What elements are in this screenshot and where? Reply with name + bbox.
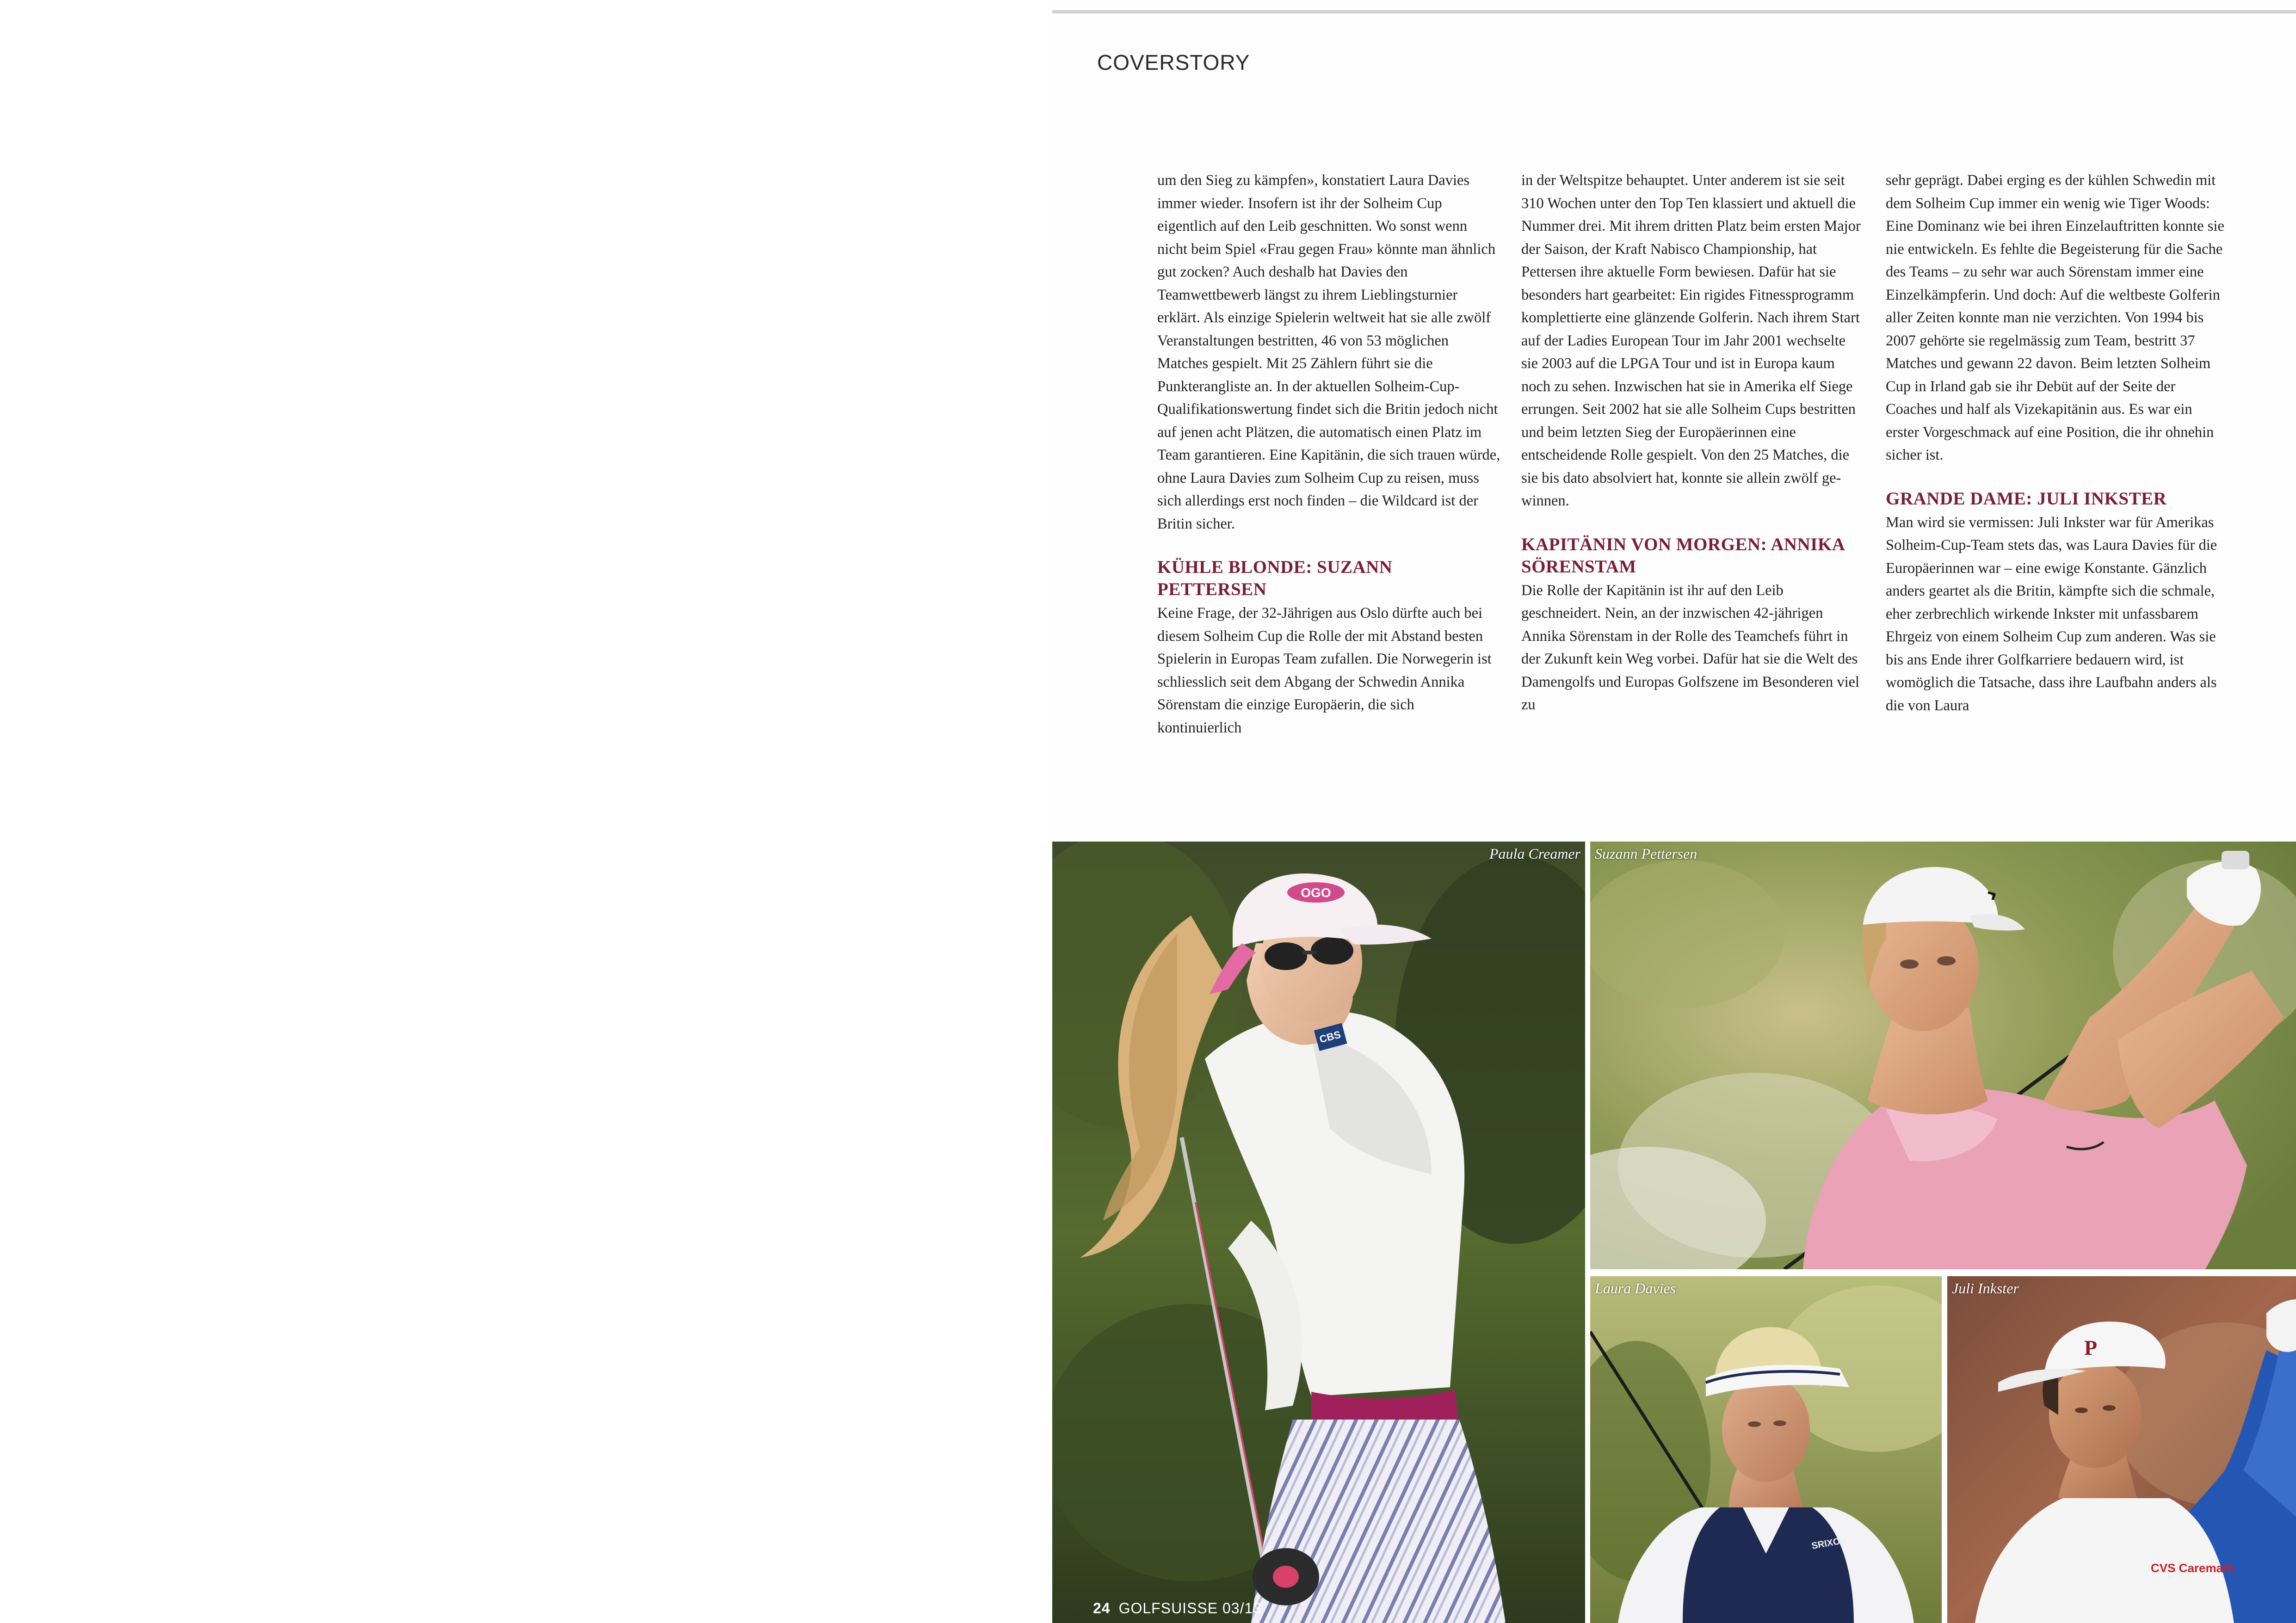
paula-creamer-image <box>1052 842 1585 1623</box>
paragraph: in der Weltspitze behauptet. Unter anderem ist sie seit 310 Wochen unter den Top Ten klassiert und aktuell die Nummer drei. Mit ihrem dritten Platz beim ersten Major der Saison, der Kraft Nabisco Championship, hat Pettersen ihre aktuelle Form bewiesen. Dafür hat sie besonders hart gearbeitet: Ein rigides Fitnessprogramm komplettierte eine glänzende Golferin. Nach ihrem Start auf der Ladies European Tour im Jahr 2001 wechselte sie 2003 auf die LPGA Tour und ist in Europa kaum noch zu sehen. Inzwischen hat sie in Amerika elf Siege errungen. Seit 2002 hat sie alle Solheim Cups bestritten und beim letzten Sieg der Europäerinnen eine entscheidende Rolle gespielt. Von den 25 Matches, die sie bis dato absolviert hat, konnte sie allein zwölf gewinnen. <box>1521 172 1861 509</box>
photo-paula-creamer <box>1052 842 1585 1623</box>
caption-paula-creamer: Paula Creamer <box>1489 845 1580 862</box>
caption-laura-davies: Laura Davies <box>1595 1280 1676 1297</box>
vest-logo: SRIXON <box>1811 1535 1848 1551</box>
section-title: COVERSTORY <box>1097 50 1250 74</box>
top-rule <box>1052 10 2296 13</box>
photo-suzann-pettersen <box>1590 842 2296 1269</box>
photo-juli-inkster <box>1947 1276 2296 1623</box>
magazine-page <box>1052 0 2296 1623</box>
laura-davies-image <box>1590 1276 1942 1623</box>
paragraph: Die Rolle der Kapitänin ist ihr auf den Leib geschneidert. Nein, an der inzwischen 42-jährigen Annika Sörenstam in der Rolle des Teamchefs führt in der Zukunft kein Weg vorbei. Dafür hat sie die Welt des Damengolfs und Europas Golfszene im Besonderen viel zu <box>1521 582 1860 713</box>
paragraph: Man wird sie vermissen: Juli Inkster war für Amerikas Solheim-Cup-Team stets das, was Laura Davies für die Europäerinnen war – eine ewige Konstante. Gänzlich anders geartet als die Britin, kämpfte sich die schmale, eher zerbrechlich wirkende Inkster mit unfassbarem Ehrgeiz von einem Solheim Cup zum anderen. Was sie bis ans Ende ihrer Golfkarriere bedauern wird, ist womöglich die Tatsache, dass ihre Laufbahn anders als die von Laura <box>1886 514 2217 714</box>
suzann-pettersen-image <box>1590 842 2296 1269</box>
caption-suzann-pettersen: Suzann Pettersen <box>1595 845 1697 862</box>
subheading: GRANDE DAME: JULI INKSTER <box>1886 488 2167 509</box>
cap-logo: OGO <box>1301 885 1331 900</box>
paragraph: sehr geprägt. Dabei erging es der kühlen Schwedin mit dem Solheim Cup immer ein wenig wie Tiger Woods: Eine Dominanz wie bei ihren Einzelauftritten konnte sie nie entwickeln. Es fehlte die Begeisterung für die Sache des Teams – zu sehr war auch Sörenstam immer eine Einzelkämpferin. Und doch: Auf die weltbeste Golferin aller Zeiten konnte man nie verzichten. Von 1994 bis 2007 gehörte sie regelmässig zum Team, bestritt 37 Matches und gewann 22 davon. Beim letzten Solheim Cup in Irland gab sie ihr Debüt auf der Seite der Coaches und half als Vizekapitänin aus. Es war ein erster Vorgeschmack auf eine Position, die ihr ohnehin sicher ist. <box>1886 172 2224 463</box>
paragraph: um den Sieg zu kämpfen», konstatiert Laura Davies immer wieder. Insofern ist ihr der Solheim Cup eigentlich auf den Leib geschnitten. Wo sonst wenn nicht beim Spiel «Frau gegen Frau» könnte man ähnlich gut zocken? Auch deshalb hat Davies den Teamwettbewerb längst zu ihrem Lieblingsturnier erklärt. Als einzige Spielerin weltweit hat sie alle zwölf Veranstaltungen bestritten, 46 von 53 möglichen Matches gespielt. Mit 25 Zählern führt sie die Punkterangliste an. In der aktuellen Solheim-Cup-Qualifikationswertung findet sich die Britin jedoch nicht auf jenen acht Plätzen, die automatisch einen Platz im Team garantieren. Eine Kapitänin, die sich trauen würde, ohne Laura Davies zum Solheim Cup zu reisen, muss sich allerdings erst noch finden – die Wildcard ist der Britin sicher. <box>1157 172 1500 532</box>
subheading: KÜHLE BLONDE: SUZANN PETTERSEN <box>1157 557 1393 599</box>
inkster-cap-logo: P <box>2084 1336 2098 1359</box>
shirt-logo: CBS <box>1318 1028 1342 1045</box>
caption-juli-inkster: Juli Inkster <box>1952 1280 2019 1297</box>
text-column-3 <box>1886 169 2229 717</box>
photo-laura-davies <box>1590 1276 1942 1623</box>
publication-name: GOLFSUISSE 03/13 <box>1118 1600 1262 1617</box>
vest-logo-inkster: CVS Caremark <box>2151 1561 2234 1575</box>
text-column-2 <box>1521 169 1864 717</box>
page-footer <box>1093 1600 1262 1617</box>
paragraph: Keine Frage, der 32-Jährigen aus Oslo dürfte auch bei diesem Solheim Cup die Rolle der mit Abstand besten Spielerin in Europas Team zufallen. Die Norwegerin ist schliesslich seit dem Abgang der Schwedin Annika Sörenstam die einzige Europäerin, die sich kontinuierlich <box>1157 605 1492 736</box>
page-number: 24 <box>1093 1600 1111 1617</box>
subheading: KAPITÄNIN VON MORGEN: ANNIKA SÖRENSTAM <box>1521 534 1845 577</box>
text-column-1 <box>1157 169 1500 739</box>
juli-inkster-image <box>1947 1276 2296 1623</box>
